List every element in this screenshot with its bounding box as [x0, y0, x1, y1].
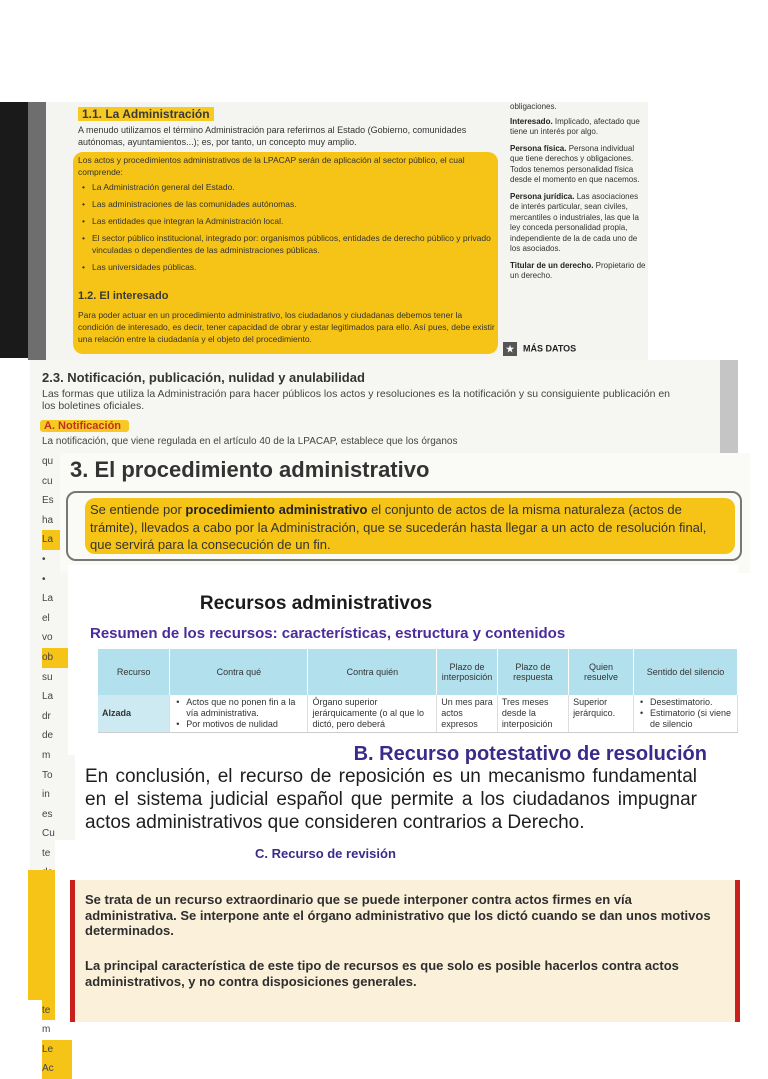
text-fragment: La	[42, 530, 72, 550]
list-item: • Estimatorio (si viene de silencio	[650, 708, 733, 730]
subsection-title: 1.2. El interesado	[78, 290, 169, 302]
glossary-term: Persona física.	[510, 143, 567, 153]
text-fragment: ob	[42, 648, 72, 668]
subsection-title: A. Notificación	[40, 420, 129, 432]
page-gutter	[28, 102, 46, 360]
text-fragment: vo	[42, 632, 53, 644]
text-fragment: el	[42, 612, 50, 624]
text-fragment: •	[42, 553, 46, 565]
list-item: • Las entidades que integran la Administración local.	[92, 215, 498, 227]
glossary-definition: Las asociaciones de interés particular, sean civiles, mercantiles o industriales, las que la ley conceda personalidad propia, independiente de la de cada uno de los asociados.	[510, 191, 639, 253]
glossary-term: Titular de un derecho.	[510, 260, 594, 270]
list-item: • La Administración general del Estado.	[92, 181, 498, 193]
table-cell: Un mes para actos expresos	[437, 695, 498, 733]
glossary-sidebar	[510, 102, 646, 282]
text-fragment: m	[42, 749, 51, 761]
section-title: Recursos administrativos	[199, 593, 433, 614]
list-item: • Desestimatorio.	[650, 697, 733, 708]
highlighted-scope-block	[78, 154, 498, 273]
table-cell	[170, 695, 308, 733]
definition-text-end: el conjunto de actos de la misma naturaleza (actos de trámite), llevados a cabo por la Administración, que se sucederán hasta llegar a un acto de resolución final, que servirá para la consecución de un fin.	[90, 502, 707, 552]
column-header: Contra qué	[170, 649, 308, 695]
panel-recurso-revision	[55, 840, 745, 1025]
scope-paragraph: Los actos y procedimientos administrativos de la LPACAP serán de aplicación al sector público, el cual comprende:	[78, 155, 465, 177]
section-title: 2.3. Notificación, publicación, nulidad y anulabilidad	[42, 370, 365, 385]
section-subtitle: Resumen de los recursos: características, estructura y contenidos	[90, 625, 566, 642]
text-fragment: qu	[42, 456, 54, 467]
text-fragment: Es	[42, 495, 54, 507]
text-fragment: te	[42, 847, 51, 859]
text-fragment: Le	[42, 1040, 72, 1060]
intro-paragraph: A menudo utilizamos el término Administración para referirnos al Estado (Gobierno, comunidades autónomas, ayuntamientos...); es, por tanto, un concepto muy amplio.	[78, 125, 467, 147]
glossary-definition: Implicado, afectado que tiene un interés por algo.	[510, 116, 640, 136]
intro-paragraph: Las formas que utiliza la Administración para hacer públicos los actos y resoluciones es la notificación y su consiguiente publicación en los boletines oficiales.	[42, 388, 671, 412]
text-fragment: To	[42, 769, 53, 781]
list-item: • Por motivos de nulidad	[186, 719, 303, 730]
text-fragment: ha	[42, 514, 54, 526]
text-fragment: dr	[42, 710, 51, 722]
list-item: • Las universidades públicas.	[92, 261, 498, 273]
glossary-definition: Propietario de un derecho.	[510, 260, 646, 280]
table-row	[98, 695, 738, 733]
conclusion-paragraph: En conclusión, el recurso de reposición es un mecanismo fundamental en el sistema judicial español que permite a los ciudadanos impugnar actos administrativos que consideren contrarios a Derecho.	[85, 766, 697, 833]
text-fragment: de	[42, 730, 54, 742]
interesado-paragraph: Para poder actuar en un procedimiento administrativo, los ciudadanos y ciudadanas debemos tener la condición de interesado, es decir, tener capacidad de obrar y estar legitimados para ello. Así pues, debe existir una relación entre la ciudadanía y el objeto del procedimiento.	[78, 310, 495, 344]
section-title: 1.1. La Administración	[78, 107, 214, 121]
column-header: Sentido del silencio	[633, 649, 737, 695]
column-header: Contra quién	[308, 649, 437, 695]
glossary-entry	[510, 117, 646, 138]
column-header: Recurso	[98, 649, 170, 695]
column-header: Plazo de interposición	[437, 649, 498, 695]
panel-la-administracion	[28, 102, 648, 360]
text-fragment: La	[42, 691, 54, 703]
text-fragment: in	[42, 789, 50, 801]
table-cell: Órgano superior jerárquicamente (o al que lo dictó, pero deberá	[308, 695, 437, 733]
table-cell: Alzada	[98, 695, 170, 733]
glossary-term: Interesado.	[510, 116, 553, 126]
glossary-fragment: obligaciones.	[510, 102, 557, 111]
definition-text-start: Se entiende por	[90, 502, 186, 517]
text-fragment: m	[42, 1024, 51, 1036]
star-icon: ★	[503, 342, 517, 356]
glossary-entry	[510, 144, 646, 186]
notificacion-paragraph: La notificación, que viene regulada en el artículo 40 de la LPACAP, establece que los órganos	[42, 436, 458, 447]
text-fragment: te	[42, 1001, 72, 1021]
list-item: • Las administraciones de las comunidades autónomas.	[92, 198, 498, 210]
recursos-table	[98, 649, 738, 733]
panel-recursos-administrativos	[68, 565, 738, 755]
definition-text	[90, 501, 730, 554]
list-item: • El sector público institucional, integrado por: organismos públicos, entidades de derecho público y privado vinculadas o dependientes de las administraciones públicas.	[92, 232, 498, 256]
table-cell: Superior jerárquico.	[569, 695, 634, 733]
definition-term: procedimiento administrativo	[185, 502, 368, 517]
glossary-entry	[510, 261, 646, 282]
revision-paragraph-1: Se trata de un recurso extraordinario que se puede interponer contra actos firmes en vía administrativa. Se interpone ante el órgano administrativo que los dictó cuando se dan unos motivos determinados.	[85, 892, 711, 938]
table-cell: Tres meses desde la interposición	[497, 695, 568, 733]
text-fragment: cu	[42, 475, 53, 487]
photo-frame-edge	[0, 102, 28, 358]
text-fragment: Cu	[42, 828, 55, 840]
glossary-term: Persona jurídica.	[510, 191, 575, 201]
text-fragment: es	[42, 808, 53, 820]
section-title: B. Recurso potestativo de resolución	[353, 743, 707, 765]
section-title: C. Recurso de revisión	[255, 846, 396, 861]
column-header: Plazo de respuesta	[497, 649, 568, 695]
section-title: 3. El procedimiento administrativo	[70, 457, 430, 482]
list-item: • Actos que no ponen fin a la vía administrativa.	[186, 697, 303, 719]
table-header-row	[98, 649, 738, 695]
text-fragment: •	[42, 573, 46, 585]
revision-paragraph-2: La principal característica de este tipo de recursos es que solo es posible hacerlos contra actos administrativos, y no contra disposiciones generales.	[85, 958, 679, 989]
mas-datos-label: MÁS DATOS	[523, 343, 577, 354]
panel-procedimiento-administrativo	[60, 453, 750, 573]
column-header: Quien resuelve	[569, 649, 634, 695]
text-fragment: La	[42, 593, 54, 605]
panel-recurso-potestativo	[75, 735, 740, 840]
text-fragment: su	[42, 671, 53, 683]
glossary-definition: Persona individual que tiene derechos y obligaciones. Todos tenemos personalidad física desde el momento en que nacemos.	[510, 143, 640, 184]
sector-list	[78, 181, 498, 273]
glossary-entry	[510, 192, 646, 255]
highlighter-mark	[28, 870, 58, 1000]
table-cell	[633, 695, 737, 733]
text-fragment: Ac	[42, 1059, 72, 1079]
